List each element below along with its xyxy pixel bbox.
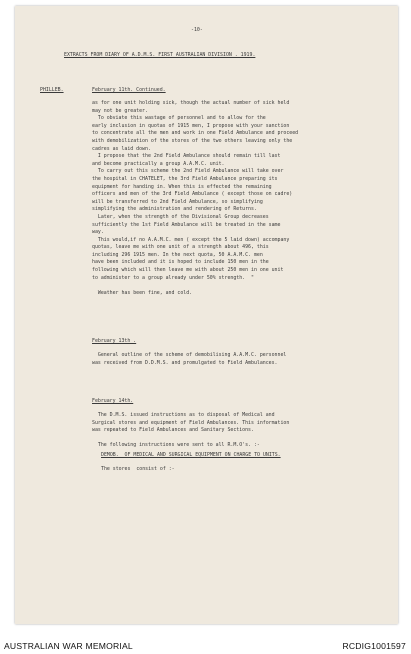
- text-line: will be transferred to 2nd Field Ambulance, so simplifying: [92, 198, 263, 205]
- text-line: with demobilization of the stores of the two others leaving only the: [92, 137, 293, 144]
- archive-footer: [0, 641, 411, 654]
- text-line: [92, 282, 298, 290]
- text-line: following which will then leave me with about 250 men in one unit: [92, 267, 284, 274]
- text-line: may not be greater.: [92, 107, 148, 114]
- section-heading-feb11: February 11th. Continued.: [92, 87, 166, 93]
- section-body-feb13: [92, 352, 286, 367]
- section-subheading-demob: DEMOB. OF MEDICAL AND SURGICAL EQUIPMENT ON CHARGE TO UNITS.: [101, 452, 281, 458]
- page-number: -10-: [191, 27, 203, 33]
- section-heading-feb14: February 14th.: [92, 398, 134, 404]
- footer-institution: AUSTRALIAN WAR MEMORIAL: [4, 641, 133, 651]
- text-line: Weather has been fine, and cold.: [92, 289, 193, 296]
- text-line: Surgical stores and equipment of Field Ambulances. This information: [92, 419, 290, 426]
- text-line: To carry out this scheme the 2nd Field Ambulance will take over: [92, 168, 284, 175]
- text-line: including 296 1915 men. In the next quota, 50 A.A.M.C. men: [92, 251, 263, 258]
- text-line: The D.M.S. issued instructions as to disposal of Medical and: [92, 412, 275, 418]
- text-line: early inclusion in quotas of 1915 men, I propose with your sanction: [92, 122, 290, 129]
- text-line: quotas, leave me with one unit of a strength about 496, this: [92, 244, 269, 251]
- footer-record-id: RCDIG1001597: [342, 641, 406, 651]
- closing-line: The stores consist of :-: [101, 466, 175, 472]
- text-line: have been included and it is hoped to include 150 men in the: [92, 259, 269, 266]
- text-line: equipment for handing in. When this is effected the remaining: [92, 183, 272, 190]
- document-page: [15, 6, 398, 624]
- text-line: To obviate this wastage of personnel and to allow for the: [92, 115, 266, 122]
- text-line: simplifying the administration and rendering of Returns.: [92, 206, 257, 213]
- text-line: I propose that the 2nd Field Ambulance should remain till last: [92, 153, 281, 160]
- text-line: [92, 435, 289, 443]
- text-line: was repeated to Field Ambulances and Sanitary Sections.: [92, 427, 254, 434]
- text-line: way.: [92, 229, 104, 236]
- text-line: to administer to a group already under 50% strength. ": [92, 274, 254, 281]
- text-line: sufficiently the 1st Field Ambulance will be treated in the same: [92, 221, 281, 228]
- text-line: was received from D.D.M.S. and promulgated to Field Ambulances.: [92, 359, 278, 366]
- section-body-feb14: [92, 412, 289, 450]
- text-line: The following instructions were sent to all R.M.O's. :-: [92, 442, 260, 449]
- text-line: Later, when the strength of the Divisional Group decreases: [92, 213, 269, 220]
- section-heading-feb13: February 13th .: [92, 338, 137, 344]
- place-label: PHILLEB.: [40, 87, 64, 93]
- text-line: cadres as laid down.: [92, 145, 151, 152]
- text-line: as for one unit holding sick, though the actual number of sick held: [92, 100, 290, 106]
- text-line: This would,if no A.A.M.C. men ( except the 5 laid down) accompany: [92, 236, 290, 243]
- section-body-feb11: [92, 100, 298, 297]
- text-line: and become practically a group A.A.M.C. unit.: [92, 160, 225, 167]
- text-line: General outline of the scheme of demobilising A.A.M.C. personnel: [92, 352, 287, 358]
- document-header: EXTRACTS FROM DIARY OF A.D.M.S. FIRST AUSTRALIAN DIVISION . 1919.: [64, 52, 256, 58]
- text-line: to concentrate all the men and work in one Field Ambulance and proceed: [92, 130, 299, 137]
- text-line: the hospital in CHATELET, the 3rd Field Ambulance preparing its: [92, 175, 278, 182]
- text-line: officers and men of the 3rd Field Ambulance ( except those on cadre): [92, 191, 293, 198]
